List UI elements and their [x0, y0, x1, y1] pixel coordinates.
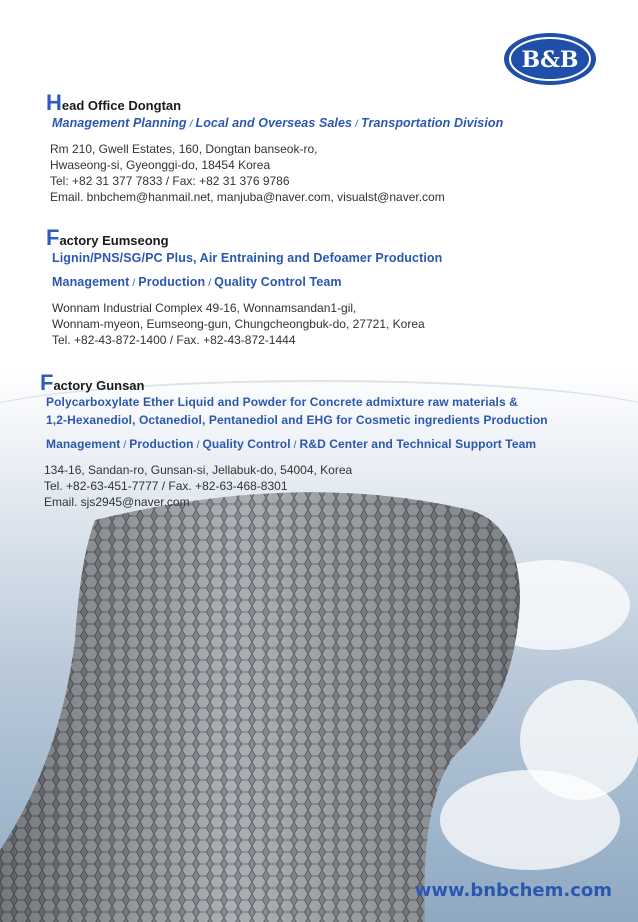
factory-eumseong-products: Lignin/PNS/SG/PC Plus, Air Entraining and Defoamer Production: [52, 251, 443, 265]
title-text: actory Gunsan: [53, 378, 145, 393]
address-line: Wonnam Industrial Complex 49-16, Wonnamsandan1-gil,: [52, 301, 357, 315]
address-line: Tel. +82-63-451-7777 / Fax. +82-63-468-8301: [44, 479, 288, 493]
title-initial: H: [46, 90, 62, 115]
email-line: Email. sjs2945@naver.com: [44, 495, 190, 509]
separator: /: [189, 119, 193, 130]
factory-gunsan-products-line2: 1,2-Hexanediol, Octanediol, Pentanediol and EHG for Cosmetic ingredients Production: [46, 413, 548, 427]
separator: /: [355, 119, 358, 130]
separator: /: [123, 440, 127, 451]
bnb-logo: [502, 30, 598, 88]
division-item: Management Planning: [52, 116, 187, 130]
email-line: Email. bnbchem@hanmail.net, manjuba@naver.com, visualst@naver.com: [50, 190, 445, 204]
team-item: Management: [52, 275, 130, 289]
address-line: Rm 210, Gwell Estates, 160, Dongtan banseok-ro,: [50, 142, 318, 156]
team-item: Quality Control: [202, 437, 291, 451]
team-item: Production: [129, 437, 194, 451]
team-item: R&D Center and Technical Support Team: [299, 437, 537, 451]
division-item: Transportation Division: [361, 116, 504, 130]
factory-gunsan-title: [40, 370, 144, 396]
address-line: Wonnam-myeon, Eumseong-gun, Chungcheongbuk-do, 27721, Korea: [52, 317, 425, 331]
address-line: Hwaseong-si, Gyeonggi-do, 18454 Korea: [50, 158, 271, 172]
separator: /: [196, 440, 200, 451]
address-line: Tel: +82 31 377 7833 / Fax: +82 31 376 9786: [50, 174, 290, 188]
head-office-address: [50, 141, 445, 205]
factory-eumseong-teams: [52, 275, 342, 289]
factory-gunsan-address: [44, 462, 352, 510]
title-initial: F: [40, 370, 54, 395]
address-line: 134-16, Sandan-ro, Gunsan-si, Jellabuk-do, 54004, Korea: [44, 463, 353, 477]
address-line: Tel. +82-43-872-1400 / Fax. +82-43-872-1444: [52, 333, 296, 347]
title-text: ead Office Dongtan: [61, 98, 182, 113]
head-office-divisions: [52, 116, 503, 130]
title-text: actory Eumseong: [59, 233, 169, 248]
team-item: Production: [138, 275, 206, 289]
factory-gunsan-products-line1: Polycarboxylate Ether Liquid and Powder for Concrete admixture raw materials &: [46, 395, 518, 409]
logo-text: B&B: [521, 47, 579, 73]
separator: /: [132, 278, 136, 289]
division-item: Local and Overseas Sales: [195, 116, 353, 130]
separator: /: [208, 278, 212, 289]
team-item: Quality Control Team: [214, 275, 342, 289]
factory-eumseong-address: [52, 300, 425, 348]
factory-eumseong-title: [46, 225, 169, 251]
title-initial: F: [46, 225, 60, 250]
website-link[interactable]: www.bnbchem.com: [414, 880, 612, 901]
team-item: Management: [46, 437, 121, 451]
head-office-title: [46, 90, 181, 116]
factory-gunsan-teams: [46, 437, 536, 451]
separator: /: [293, 440, 297, 451]
